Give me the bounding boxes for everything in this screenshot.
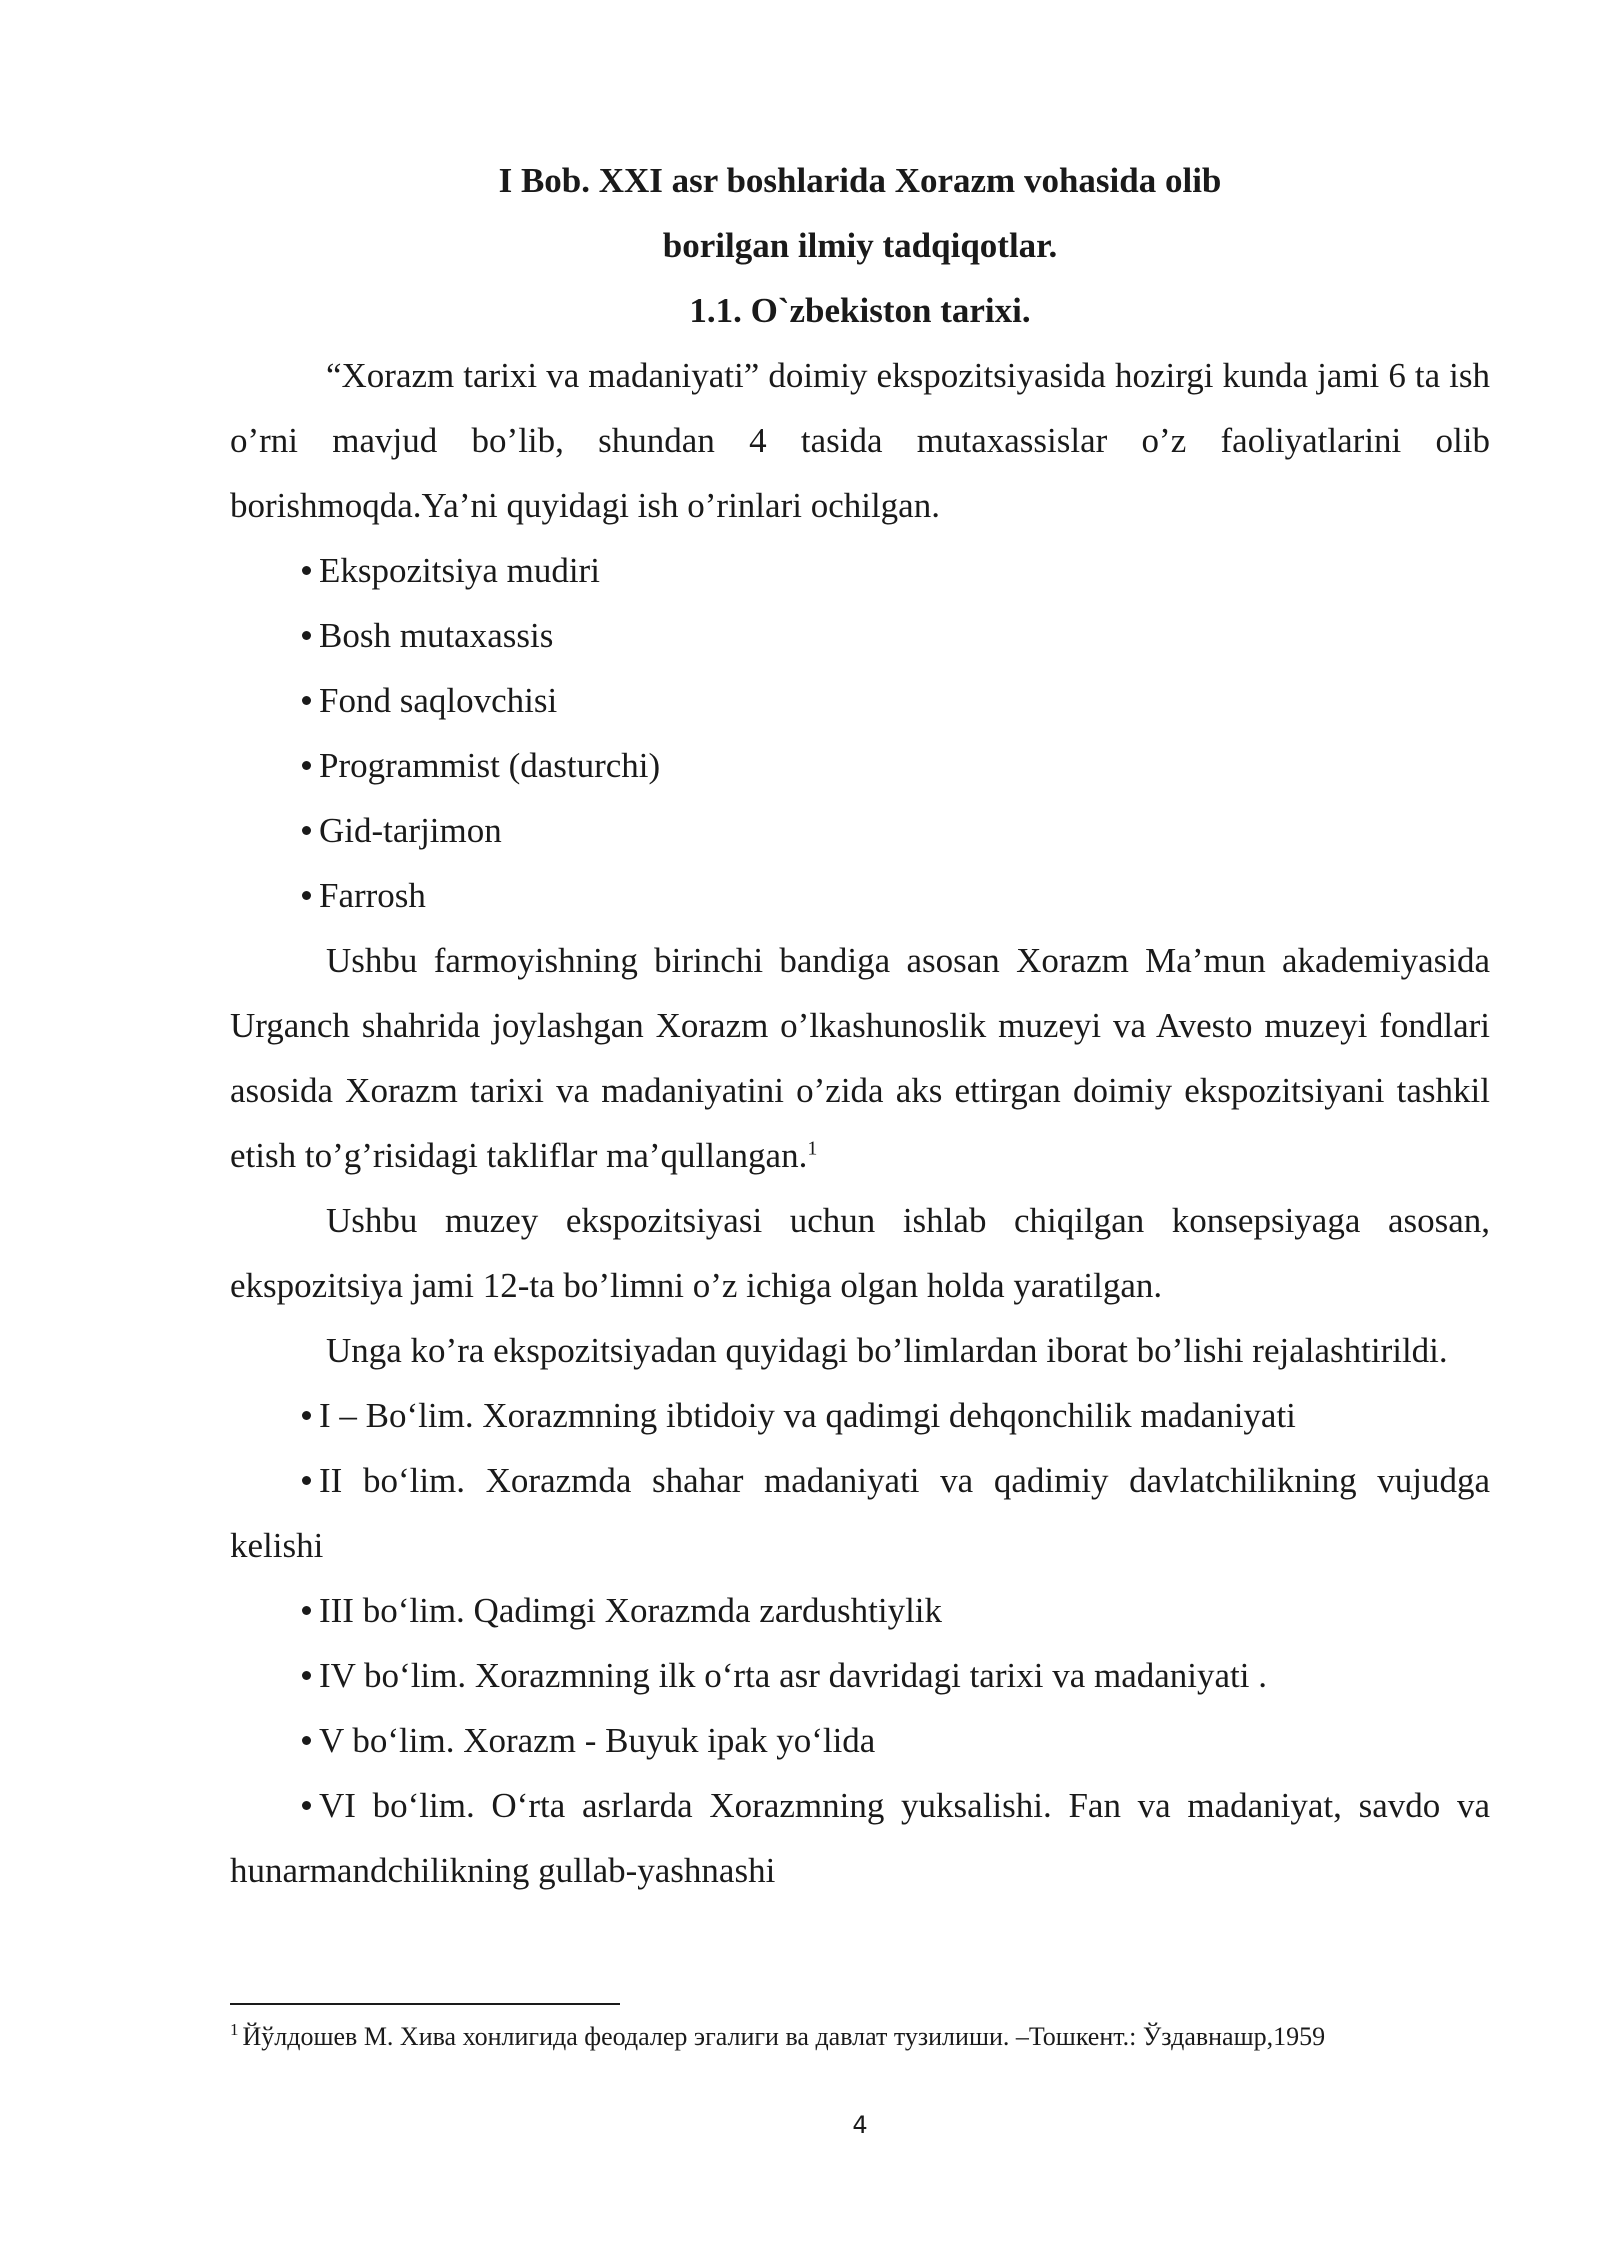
list-item: IV bo‘lim. Xorazmning ilk o‘rta asr davridagi tarixi va madaniyati .	[230, 1643, 1490, 1708]
list-item: Programmist (dasturchi)	[230, 733, 1490, 798]
sections-intro-paragraph: Unga ko’ra ekspozitsiyadan quyidagi bo’limlardan iborat bo’lishi rejalashtirildi.	[326, 1331, 1448, 1370]
footnote-number: 1	[230, 2020, 239, 2040]
sections-list	[230, 1383, 1490, 1903]
list-item: I – Bo‘lim. Xorazmning ibtidoiy va qadimgi dehqonchilik madaniyati	[230, 1383, 1490, 1448]
page-number: 4	[852, 2111, 868, 2139]
bullet-icon	[302, 1671, 311, 1680]
list-item: II bo‘lim. Xorazmda shahar madaniyati va qadimiy davlatchilikning vujudga kelishi	[230, 1461, 1490, 1565]
footnote	[230, 2020, 1490, 2054]
footnote-separator	[230, 2003, 620, 2005]
bullet-icon	[302, 696, 311, 705]
positions-list	[230, 538, 1490, 928]
bullet-icon	[302, 891, 311, 900]
list-item: Fond saqlovchisi	[230, 668, 1490, 733]
bullet-icon	[302, 1736, 311, 1745]
decree-paragraph: Ushbu farmoyishning birinchi bandiga asosan Xorazm Ma’mun akademiyasida Urganch shahrida joylashgan Xorazm o’lkashunoslik muzeyi va Avesto muzeyi fondlari asosida Xorazm tarixi va madaniyatini o’zida aks ettirgan doimiy ekspozitsiyani tashkil etish to’g’risidagi takliflar ma’qullangan.$^1$	[230, 941, 1490, 1175]
list-item: Ekspozitsiya mudiri	[230, 538, 1490, 603]
page-body	[230, 148, 1490, 1903]
bullet-icon	[302, 1606, 311, 1615]
bullet-icon	[302, 761, 311, 770]
bullet-icon	[302, 1411, 311, 1420]
concept-paragraph: Ushbu muzey ekspozitsiyasi uchun ishlab chiqilgan konsepsiyaga asosan, ekspozitsiya jami 12-ta bo’limni o’z ichiga olgan holda yaratilgan.	[230, 1201, 1490, 1305]
list-item: Farrosh	[230, 863, 1490, 928]
list-item: VI bo‘lim. O‘rta asrlarda Xorazmning yuksalishi. Fan va madaniyat, savdo va hunarmandchilikning gullab-yashnashi	[230, 1786, 1490, 1890]
bullet-icon	[302, 631, 311, 640]
bullet-icon	[302, 1801, 311, 1810]
chapter-title-line-1: I Bob. XXI asr boshlarida Xorazm vohasida olib	[498, 161, 1222, 200]
bullet-icon	[302, 566, 311, 575]
chapter-title-line-2: borilgan ilmiy tadqiqotlar.	[662, 226, 1058, 265]
section-title: 1.1. O`zbekiston tarixi.	[689, 291, 1031, 330]
list-item: Gid-tarjimon	[230, 798, 1490, 863]
footnote-reference[interactable]: 1	[807, 1137, 818, 1160]
list-item: III bo‘lim. Qadimgi Xorazmda zardushtiylik	[230, 1578, 1490, 1643]
bullet-icon	[302, 1476, 311, 1485]
intro-paragraph: “Xorazm tarixi va madaniyati” doimiy ekspozitsiyasida hozirgi kunda jami 6 ta ish o’rni mavjud bo’lib, shundan 4 tasida mutaxassislar o’z faoliyatlarini olib borishmoqda.Ya’ni quyidagi ish o’rinlari ochilgan.	[230, 356, 1490, 525]
list-item: V bo‘lim. Xorazm - Buyuk ipak yo‘lida	[230, 1708, 1490, 1773]
list-item: Bosh mutaxassis	[230, 603, 1490, 668]
bullet-icon	[302, 826, 311, 835]
footnote-text: Йўлдошев М. Хива хонлигида феодалер эгалиги ва давлат тузилиши. –Тошкент.: Ўздавнашр,1959	[242, 2022, 1326, 2051]
